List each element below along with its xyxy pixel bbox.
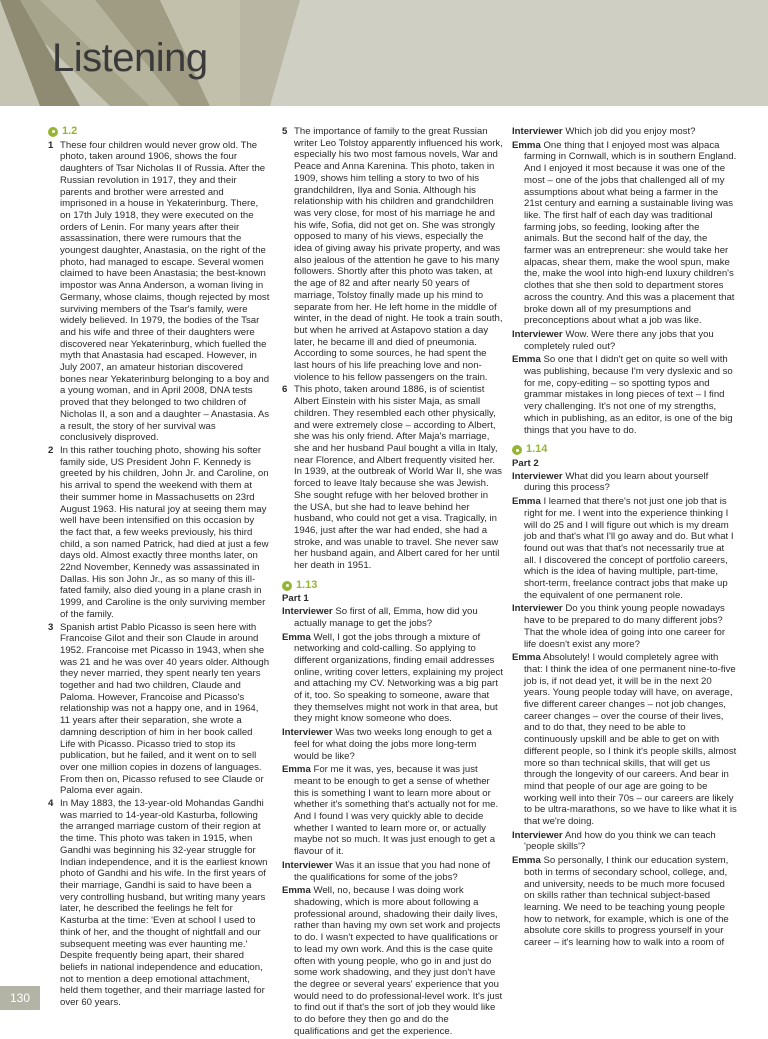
page-header [0,0,768,106]
dialogue-turn [512,855,737,949]
audio-cd-icon [48,127,58,137]
speaker-name: Emma [282,885,311,897]
speaker-name: Emma [512,496,541,508]
track-number: 1.14 [526,443,548,456]
part-heading: Part 1 [282,593,309,605]
turn-text: Absolutely! I would completely agree with that: I think the idea of one permanent nine-to-five job is, if not dead yet, it will be in the next 20 years. Young people today will have, on average, five different career changes – not job changes, career changes – over the course of their lives, and to do that, they need to be able to continuously upskill and be able to get on with different people, so I think it's people skills, almost more so than technical skills, that will get us through the longevity of our careers. And bear in mind that people of our age are going to be working well into their 70s – our careers are likely to be ultra-marathons, so we have to like what it is that we're doing. [524,652,737,828]
transcript-item-5 [282,126,504,383]
dialogue-turn [512,126,737,138]
item-number: 2 [48,444,54,456]
speaker-name: Emma [512,139,541,151]
speaker-name: Emma [512,855,541,867]
audio-cd-icon [512,445,522,455]
track-heading-1-13 [282,580,504,592]
transcript-item-4 [48,798,270,1009]
dialogue-turn [282,860,504,883]
transcript-item-2 [48,445,270,621]
speaker-name: Interviewer [282,606,333,618]
speaker-name: Interviewer [282,859,333,871]
track-heading-1-2 [48,126,270,138]
part-heading: Part 2 [512,457,539,469]
dialogue-turn [512,652,737,828]
page-title: Listening [52,36,208,80]
speaker-name: Interviewer [512,328,563,340]
turn-text: For me it was, yes, because it was just meant to be enough to get a sense of whether this is something I want to learn more about or whether it's something that's actually not for me. And I found I was very quickly able to decide whether I wanted to learn more or, or actually maybe not so much. It was just enough to get a flavour of it. [294,764,499,858]
dialogue-turn [282,885,504,1037]
turn-text: And how do you think we can teach 'people skills'? [524,829,716,853]
speaker-name: Interviewer [282,727,333,739]
dialogue-turn [282,764,504,858]
dialogue-turn [512,496,737,601]
item-number: 5 [282,126,288,137]
header-divider [0,106,768,109]
item-number: 3 [48,621,54,633]
turn-text: One thing that I enjoyed most was alpaca farming in Cornwall, which is in southern England. And I enjoyed it most because it was one of the most – one of the jobs that challenged all of my assumptions about what being a farmer in the 21st century and earning a sustainable living was like. The first half of each day was traditional farming jobs, so feeding, looking after the animals. But the second half of the day, the farmer was an entrepreneur: she would take her alpacas, shear them, make the wool spun, make the, make the wool into high-end luxury children's clothes that she then sold to department stores across the country. And this was a placement that broke down all of my presumptions and preconceptions about what a job was like. [524,139,737,327]
part1-dialogue [282,606,504,1037]
item-text: These four children would never grow old. The photo, taken around 1906, shows the four daughters of Tsar Nicholas II of Russia. After the Russian revolution in 1917, they and their parents and brother were arrested and imprisoned in a house in Yekaterinburg. There, on 17th July 1918, they were executed on the orders of Lenin. For many years after their assassination, there were rumours that the youngest daughter, Anastasia, on the right of the photo, had managed to escape. Several women claimed to have been Anastasia; the best-known impostor was Anna Anderson, a woman living in Germany, whose claims, though rejected by most surviving members of the Tsar's family, were widely believed. In 1979, the bodies of the Tsar and his wife and three of their daughters were discovered near Yekaterinburg, which fuelled the myth that Anastasia had escaped. However, in July 2007, an amateur historian discovered bones near Yekaterinburg belonging to a boy and a young woman, and in April 2008, DNA tests proved that they belonged to two children of Nicholas II, a son and a daughter – Anastasia. As a result, the story of her survival was conclusively disproved. [60,139,270,444]
turn-text: So one that I didn't get on quite so well with was publishing, because I'm very dyslexic and so for me, copy-editing – so spotting typos and grammar mistakes in long pieces of text – I find very challenging. It's not one of my strengths, which in publishing, as an editor, is one of the big things that you have to do. [524,354,733,436]
turn-text: What did you learn about yourself during this process? [524,470,709,494]
item-text: Spanish artist Pablo Picasso is seen here with Francoise Gilot and their son Claude in around 1952. Francoise met Picasso in 1943, when she was 21 and he was over 40 years older. Although they never married, they spent nearly ten years together and had two children, Claude and Paloma. However, Francoise and Picasso's relationship was not a happy one, and in 1964, 11 years after their separation, she wrote a damning description of him in her book called Life with Picasso. Picasso tried to stop its publication, but he failed, and it went on to sell over one million copies in dozens of languages. From then on, Picasso refused to see Claude or Paloma ever again. [60,621,270,797]
transcript-item-1 [48,140,270,444]
column-1 [48,126,270,1010]
speaker-name: Interviewer [512,126,563,137]
turn-text: Well, no, because I was doing work shadowing, which is more about following a professional around, shadowing their daily lives, rather than having my own set work and projects to do. I wasn't expected to have qualifications or to lead my own work. And this is the case quite often with young people, who go in and just do some work shadowing, and they just don't have the degree or several years' experience that you would need to do professional-level work. It's just to find out if that's the sort of job they would like to do before they then go and do the qualifications and get the experience. [294,885,503,1037]
turn-text: Wow. Were there any jobs that you completely ruled out? [524,328,714,352]
track-heading-1-14 [512,444,737,456]
turn-text: Which job did you enjoy most? [565,126,696,137]
speaker-name: Emma [282,764,311,776]
dialogue-turn [512,603,737,650]
audio-cd-icon [282,581,292,591]
speaker-name: Emma [512,652,541,664]
turn-text: Do you think young people nowadays have to be prepared to do many different jobs? That the whole idea of going into one career for life doesn't exist any more? [524,603,726,650]
track-number: 1.13 [296,578,318,591]
turn-text: Well, I got the jobs through a mixture of networking and cold-calling. So applying to different organizations, finding email addresses online, writing cover letters, explaining my project and attaching my CV. Networking was a big part of it, too. So speaking to someone, aware that they themselves might not work in that area, but they might know someone who does. [294,631,504,725]
page-number: 130 [0,986,40,1010]
turn-text: So first of all, Emma, how did you actually manage to get the jobs? [294,606,478,629]
turn-text: So personally, I think our education system, both in terms of secondary school, college, and, and university, needs to be much more focused on skills rather than technical subject-based learning. We need to be teaching young people how to network, for example, which is one of the absolute core skills to progress yourself in your career – it's learning how to walk into a room of [524,855,729,949]
speaker-name: Emma [512,354,541,366]
column-3 [512,126,737,951]
dialogue-turn [512,471,737,494]
item-text: In this rather touching photo, showing his softer family side, US President John F. Kennedy is greeted by his children, John Jr. and Caroline, on his arrival to spend the weekend with them at their summer home in Massachusetts on 23rd August 1963. His natural joy at seeing them may well have been intensified on this occasion by the fact that, a few weeks previously, his third child, a son named Patrick, had died at just a few days old. Almost exactly three months later, on 22nd November, Kennedy was assassinated in Dallas. His son John Jr., as so many of this ill-fated family, also died young in a plane crash in 1999, and Caroline is the only surviving member of the family. [60,444,269,620]
track-number: 1.2 [62,125,78,137]
speaker-name: Interviewer [512,829,563,841]
transcript-item-6 [282,384,504,571]
item-text: This photo, taken around 1886, is of scientist Albert Einstein with his sister Maja, as small children. They resembled each other physically, and were extremely close – according to Albert, she was his only friend. After Maja's marriage, she and her husband Paul bought a villa in Italy, near Florence, and Albert frequently visited her. In 1939, at the outbreak of World War II, she was forced to leave Italy because she was Jewish. She sought refuge with her beloved brother in the USA, but she had to leave behind her husband, who could not get a visa. Tragically, in 1946, just after the war had ended, she had a stroke, and was unable to travel. She never saw her husband again, and Albert cared for her until her death in 1951. [294,384,502,572]
speaker-name: Emma [282,631,311,643]
speaker-name: Interviewer [512,603,563,615]
item-number: 4 [48,798,54,810]
turn-text: Was two weeks long enough to get a feel for what doing the jobs more long-term would be like? [294,727,492,762]
item-number: 6 [282,384,288,396]
turn-text: I learned that there's not just one job that is right for me. I went into the experience thinking I will do 25 and I will figure out which is my dream job and that's what I'll go away and do. But what I found out was that that's not necessarily true at all. I discovered the concept of portfolio careers, which is the idea of having multiple, part-time, short-term, freelance contract jobs that make up the equivalent of one permanent role. [524,496,734,601]
speaker-name: Interviewer [512,470,563,482]
dialogue-turn [282,727,504,762]
turn-text: Was it an issue that you had none of the qualifications for some of the jobs? [294,859,491,883]
dialogue-turn [512,140,737,327]
item-number: 1 [48,139,54,151]
dialogue-turn [282,632,504,726]
dialogue-turn [282,606,504,629]
dialogue-turn [512,354,737,436]
column-2 [282,126,504,1039]
transcript-item-3 [48,622,270,798]
item-text: The importance of family to the great Russian writer Leo Tolstoy apparently influenced his work, especially his two most famous novels, War and Peace and Anna Karenina. This photo, taken in 1909, shows him telling a story to two of his grandchildren, Ilya and Sonia. Although his relationship with his children and grandchildren was very close, for most of his marriage he and his wife, Sofia, did not get on. She was strongly opposed to many of his views, especially the idea of giving away his private property, and was also jealous of the attention he gave to his many followers. Shortly after this photo was taken, at the age of 82 and after nearly 50 years of marriage, Tolstoy finally made up his mind to separate from her. He left home in the middle of winter, in the dead of night. He took a train south, but when he arrived at Astapovo station a day later, he became ill and died of pneumonia. According to some sources, he had spent the last hours of his life preaching love and non-violence to his fellow passengers on the train. [294,126,503,383]
dialogue-turn [512,329,737,352]
item-text: In May 1883, the 13-year-old Mohandas Gandhi was married to 14-year-old Kasturba, following the arranged marriage custom of their region at the time. This photo was taken in 1915, when Gandhi was beginning his 32-year struggle for Indian independence, and it is the earliest known photo of Gandhi and his wife. In the first years of their marriage, Gandhi is said to have been a very controlling husband, but writing many years later, he described the feelings he felt for Kasturba at the time: 'Even at school I used to think of her, and the thought of nightfall and our subsequent meeting was ever haunting me.' Despite frequently being apart, their shared beliefs in national independence and education, not to mention a deep emotional attachment, held them together, and their marriage lasted for over 60 years. [60,798,268,1009]
dialogue-turn [512,830,737,853]
